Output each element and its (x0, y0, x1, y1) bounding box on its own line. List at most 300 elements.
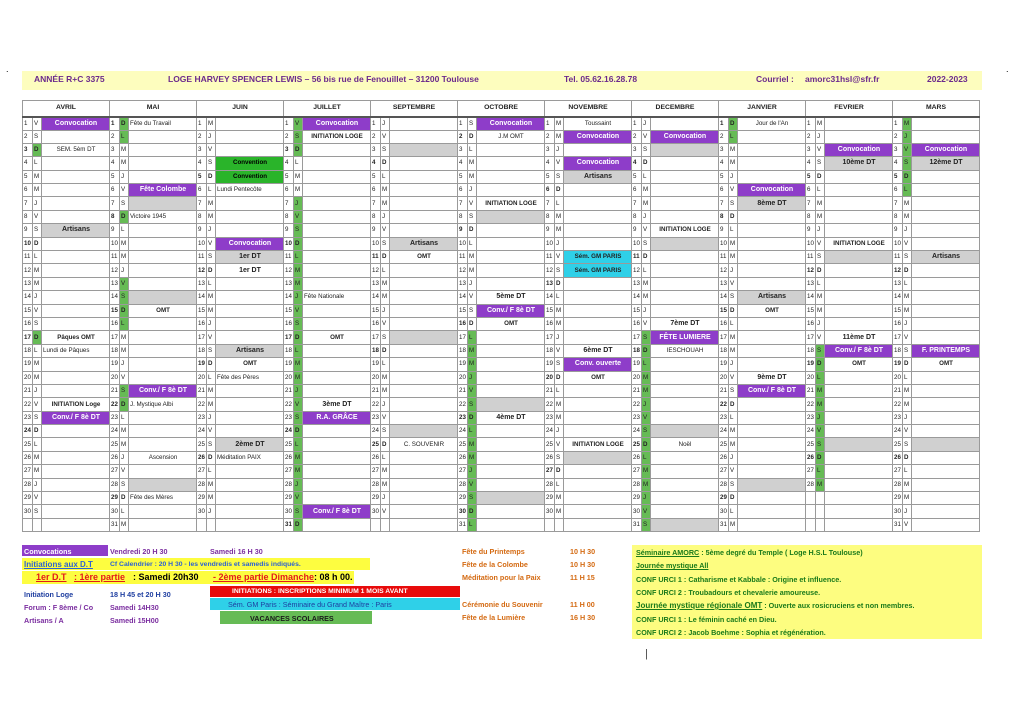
calendar-day-cell (912, 264, 980, 277)
legend-initiation-loge-time: 18 H 45 et 20 H 30 (110, 590, 171, 599)
day-weekday: L (903, 184, 912, 197)
legend-forum-time: Samedi 14H30 (110, 603, 159, 612)
calendar-event: IESCHOUAH (651, 344, 719, 357)
day-number: 11 (806, 251, 816, 264)
calendar-day-cell (390, 197, 458, 210)
day-number: 3 (893, 143, 903, 156)
month-header-mai: MAI (110, 101, 197, 117)
calendar-day-cell (738, 425, 806, 438)
day-weekday: J (555, 143, 564, 156)
calendar-day-cell (390, 291, 458, 304)
calendar-day-cell (564, 518, 632, 531)
calendar-day-cell (825, 210, 893, 223)
day-weekday: L (816, 184, 825, 197)
day-weekday: V (33, 117, 42, 131)
day-weekday: L (903, 465, 912, 478)
calendar-day-cell (738, 210, 806, 223)
day-number: 18 (110, 344, 120, 357)
calendar-day-cell (216, 398, 284, 411)
day-weekday: S (207, 251, 216, 264)
calendar-day-cell (42, 237, 110, 250)
day-weekday: V (33, 304, 42, 317)
day-weekday: S (207, 157, 216, 170)
day-number: 18 (371, 344, 381, 357)
calendar-day-cell (825, 291, 893, 304)
calendar-day-cell (42, 277, 110, 290)
email-address: amorc31hsl@sfr.fr (805, 74, 880, 84)
calendar-day-cell (651, 184, 719, 197)
calendar-day-cell (825, 371, 893, 384)
day-number: 23 (893, 411, 903, 424)
calendar-day-cell (390, 358, 458, 371)
calendar-row (23, 157, 980, 170)
calendar-day-cell (564, 277, 632, 290)
day-weekday: D (294, 237, 303, 250)
day-weekday: V (294, 304, 303, 317)
day-number: 17 (23, 331, 33, 344)
calendar-row (23, 438, 980, 451)
day-number: 2 (110, 130, 120, 143)
calendar-day-cell (42, 438, 110, 451)
calendar-day-cell (564, 224, 632, 237)
calendar-day-cell (912, 411, 980, 424)
calendar-day-cell (825, 411, 893, 424)
calendar-day-cell (738, 130, 806, 143)
calendar-day-cell (42, 170, 110, 183)
day-number: 10 (719, 237, 729, 250)
calendar-day-cell (912, 331, 980, 344)
calendar-day-cell (42, 264, 110, 277)
day-number: 25 (284, 438, 294, 451)
calendar-row (23, 304, 980, 317)
calendar-day-cell (303, 317, 371, 330)
calendar-day-cell (303, 438, 371, 451)
day-number: 29 (110, 492, 120, 505)
calendar-day-cell (129, 478, 197, 491)
day-weekday: M (816, 478, 825, 491)
calendar-row (23, 277, 980, 290)
day-weekday: J (816, 411, 825, 424)
day-number: 2 (806, 130, 816, 143)
calendar-event: Convocation (42, 117, 110, 131)
day-weekday: J (207, 505, 216, 518)
calendar-day-cell (216, 291, 284, 304)
day-weekday: S (555, 170, 564, 183)
calendar-day-cell (129, 317, 197, 330)
day-number: 22 (110, 398, 120, 411)
day-number: 14 (545, 291, 555, 304)
day-number: 1 (110, 117, 120, 131)
calendar-day-cell (129, 438, 197, 451)
calendar-day-cell (651, 451, 719, 464)
calendar-day-cell (129, 143, 197, 156)
calendar-row (23, 331, 980, 344)
calendar-event: 10ème DT (825, 157, 893, 170)
day-weekday: M (207, 117, 216, 131)
month-header-janvier: JANVIER (719, 101, 806, 117)
calendar-day-cell (129, 197, 197, 210)
calendar-day-cell (390, 492, 458, 505)
calendar-day-cell (390, 331, 458, 344)
calendar-day-cell (477, 384, 545, 397)
day-number: 27 (632, 465, 642, 478)
legend-right-text: : Troubadours et chevalerie amoureuse. (681, 588, 821, 597)
day-number: 30 (893, 505, 903, 518)
day-number: 27 (23, 465, 33, 478)
calendar-day-cell (825, 398, 893, 411)
calendar-day-cell (303, 197, 371, 210)
calendar-event: Artisans (216, 344, 284, 357)
calendar-row (23, 371, 980, 384)
calendar-day-cell (390, 465, 458, 478)
day-weekday: V (903, 237, 912, 250)
calendar-day-cell (129, 518, 197, 531)
day-number: 30 (545, 505, 555, 518)
calendar-day-cell (390, 518, 458, 531)
calendar-day-cell (216, 143, 284, 156)
day-weekday: M (555, 317, 564, 330)
day-weekday (381, 518, 390, 531)
calendar-day-cell (825, 451, 893, 464)
day-weekday: S (555, 451, 564, 464)
day-number: 5 (110, 170, 120, 183)
day-number: 7 (893, 197, 903, 210)
day-weekday: D (903, 451, 912, 464)
day-weekday: M (207, 492, 216, 505)
calendar-day-cell (912, 277, 980, 290)
day-number: 15 (632, 304, 642, 317)
day-number: 14 (806, 291, 816, 304)
day-weekday: M (120, 331, 129, 344)
day-number: 20 (545, 371, 555, 384)
day-weekday: M (903, 398, 912, 411)
day-weekday: M (207, 304, 216, 317)
calendar-day-cell (390, 411, 458, 424)
day-number: 19 (23, 358, 33, 371)
day-number: 28 (110, 478, 120, 491)
day-number: 22 (23, 398, 33, 411)
day-number: 5 (458, 170, 468, 183)
day-number: 8 (23, 210, 33, 223)
calendar-day-cell (477, 331, 545, 344)
calendar-row (23, 317, 980, 330)
email-label: Courriel : (756, 74, 794, 84)
day-number: 7 (23, 197, 33, 210)
day-number: 2 (545, 130, 555, 143)
calendar-row (23, 518, 980, 531)
calendar-event: Convocation (216, 237, 284, 250)
day-number: 10 (197, 237, 207, 250)
day-number: 28 (719, 478, 729, 491)
day-number: 5 (197, 170, 207, 183)
day-weekday: M (294, 451, 303, 464)
day-weekday: L (555, 197, 564, 210)
day-number: 9 (719, 224, 729, 237)
day-number: 2 (284, 130, 294, 143)
calendar-day-cell (42, 478, 110, 491)
legend-right-label: CONF URCI 2 (636, 628, 682, 637)
day-number: 9 (632, 224, 642, 237)
day-weekday: M (294, 277, 303, 290)
day-weekday: M (294, 264, 303, 277)
calendar-day-cell (390, 317, 458, 330)
day-number: 24 (110, 425, 120, 438)
day-number: 7 (806, 197, 816, 210)
day-weekday: J (729, 451, 738, 464)
calendar-day-cell (651, 371, 719, 384)
day-weekday: V (207, 143, 216, 156)
calendar-row (23, 384, 980, 397)
day-weekday: J (33, 291, 42, 304)
calendar-day-cell (477, 170, 545, 183)
day-weekday: J (120, 451, 129, 464)
day-weekday: J (903, 411, 912, 424)
day-weekday: M (207, 478, 216, 491)
calendar-day-cell (564, 210, 632, 223)
calendar-day-cell (564, 492, 632, 505)
calendar-day-cell (912, 184, 980, 197)
calendar-event: 4ème DT (477, 411, 545, 424)
calendar-day-cell (303, 157, 371, 170)
day-number: 21 (110, 384, 120, 397)
day-weekday: L (207, 184, 216, 197)
calendar-day-cell (564, 398, 632, 411)
day-weekday: S (729, 291, 738, 304)
day-weekday: V (555, 438, 564, 451)
day-weekday: L (207, 465, 216, 478)
calendar-row (23, 251, 980, 264)
tick-mark: | (645, 648, 648, 660)
day-number: 5 (632, 170, 642, 183)
day-number: 12 (806, 264, 816, 277)
day-number: 20 (23, 371, 33, 384)
calendar-day-cell (912, 518, 980, 531)
calendar-row (23, 358, 980, 371)
day-weekday: M (903, 478, 912, 491)
calendar-event: Artisans (912, 251, 980, 264)
day-weekday: L (120, 411, 129, 424)
day-weekday: S (120, 478, 129, 491)
day-number: 7 (632, 197, 642, 210)
day-number: 11 (197, 251, 207, 264)
day-number: 8 (806, 210, 816, 223)
day-number: 7 (371, 197, 381, 210)
day-weekday: S (642, 518, 651, 531)
day-number: 26 (23, 451, 33, 464)
day-weekday: J (120, 358, 129, 371)
day-number: 15 (545, 304, 555, 317)
day-number: 3 (23, 143, 33, 156)
day-weekday: L (120, 317, 129, 330)
calendar-row (23, 143, 980, 156)
day-number: 25 (806, 438, 816, 451)
day-number: 7 (545, 197, 555, 210)
calendar-day-cell (390, 224, 458, 237)
day-weekday: S (816, 157, 825, 170)
calendar-day-cell (477, 224, 545, 237)
month-header-septembre: SEPTEMBRE (371, 101, 458, 117)
day-number: 20 (110, 371, 120, 384)
calendar-day-cell (390, 371, 458, 384)
day-weekday: J (729, 358, 738, 371)
calendar-day-cell (390, 478, 458, 491)
legend-right-text: : Le féminin caché en Dieu. (681, 615, 777, 624)
day-weekday: S (468, 117, 477, 131)
day-number: 14 (284, 291, 294, 304)
day-weekday: M (294, 358, 303, 371)
day-weekday: M (903, 492, 912, 505)
day-number: 22 (806, 398, 816, 411)
calendar-event: Toussaint (564, 117, 632, 131)
day-number: 29 (284, 492, 294, 505)
calendar-event: Fête Colombe (129, 184, 197, 197)
calendar-day-cell (477, 237, 545, 250)
day-number: 28 (458, 478, 468, 491)
calendar-day-cell (303, 143, 371, 156)
day-number: 27 (545, 465, 555, 478)
day-weekday: L (468, 425, 477, 438)
day-weekday: V (381, 224, 390, 237)
legend-fete-name: Méditation pour la Paix (462, 573, 541, 582)
day-number: 12 (632, 264, 642, 277)
day-weekday: J (33, 197, 42, 210)
day-weekday: D (729, 117, 738, 131)
day-number: 1 (719, 117, 729, 131)
calendar-day-cell (651, 505, 719, 518)
day-weekday: M (903, 384, 912, 397)
calendar-event: 1er DT (216, 251, 284, 264)
legend-right-line (636, 548, 863, 557)
day-number: 3 (545, 143, 555, 156)
calendar-day-cell (912, 492, 980, 505)
day-weekday: M (903, 291, 912, 304)
calendar-event: Noël (651, 438, 719, 451)
legend-fete-name: Fête de la Lumière (462, 613, 526, 622)
calendar-day-cell (42, 197, 110, 210)
calendar-day-cell (129, 344, 197, 357)
calendar-day-cell (42, 425, 110, 438)
calendar-day-cell (825, 304, 893, 317)
calendar-event: Convocation (825, 143, 893, 156)
day-number: 10 (632, 237, 642, 250)
day-number: 23 (545, 411, 555, 424)
day-number: 19 (632, 358, 642, 371)
day-weekday: J (468, 371, 477, 384)
day-weekday: J (729, 264, 738, 277)
calendar-event: Convocation (738, 184, 806, 197)
calendar-day-cell (825, 170, 893, 183)
calendar-day-cell (42, 492, 110, 505)
day-number: 30 (110, 505, 120, 518)
day-weekday: D (120, 398, 129, 411)
calendar-event: Pâques OMT (42, 331, 110, 344)
day-number: 1 (806, 117, 816, 131)
calendar-day-cell (477, 143, 545, 156)
day-number: 26 (806, 451, 816, 464)
day-number: 15 (719, 304, 729, 317)
day-number: 28 (23, 478, 33, 491)
day-weekday: S (381, 237, 390, 250)
calendar-day-cell (390, 210, 458, 223)
day-number: 15 (806, 304, 816, 317)
day-number: 26 (545, 451, 555, 464)
day-weekday: M (120, 237, 129, 250)
day-weekday: M (816, 197, 825, 210)
day-weekday: L (294, 344, 303, 357)
day-weekday: V (729, 277, 738, 290)
legend-fete-name: Fête de la Colombe (462, 560, 528, 569)
day-number: 5 (893, 170, 903, 183)
day-number: 23 (110, 411, 120, 424)
calendar-day-cell (477, 518, 545, 531)
calendar-event: 3ème DT (303, 398, 371, 411)
day-weekday: V (642, 505, 651, 518)
day-number: 2 (893, 130, 903, 143)
day-weekday: V (555, 157, 564, 170)
calendar-day-cell (564, 197, 632, 210)
calendar-day-cell (216, 130, 284, 143)
day-number: 8 (545, 210, 555, 223)
day-number: 31 (632, 518, 642, 531)
calendar-day-cell (651, 291, 719, 304)
day-number: 19 (371, 358, 381, 371)
calendar-event: Sém. GM PARIS (564, 251, 632, 264)
day-number: 9 (371, 224, 381, 237)
day-weekday: L (33, 251, 42, 264)
day-number: 4 (23, 157, 33, 170)
day-weekday: S (642, 237, 651, 250)
calendar-day-cell (564, 291, 632, 304)
day-weekday: L (555, 478, 564, 491)
calendar-row (23, 451, 980, 464)
day-number: 19 (197, 358, 207, 371)
day-number: 1 (893, 117, 903, 131)
day-weekday: M (381, 197, 390, 210)
day-weekday: J (816, 130, 825, 143)
day-weekday: D (555, 184, 564, 197)
calendar-event: INITIATION LOGE (564, 438, 632, 451)
calendar-day-cell (216, 304, 284, 317)
day-weekday: J (294, 384, 303, 397)
day-weekday: J (903, 224, 912, 237)
day-number: 22 (893, 398, 903, 411)
calendar-day-cell (477, 344, 545, 357)
day-weekday: M (381, 277, 390, 290)
day-weekday: V (468, 291, 477, 304)
legend-right-label: Journée mystique All (636, 561, 709, 570)
day-number: 5 (806, 170, 816, 183)
day-number: 4 (806, 157, 816, 170)
calendar-day-cell (129, 411, 197, 424)
legend-initiations-notice: INITIATIONS : INSCRIPTIONS MINIMUM 1 MOIS AVANT (232, 588, 408, 595)
calendar-event: OMT (564, 371, 632, 384)
day-number: 12 (371, 264, 381, 277)
calendar-event: C. SOUVENIR (390, 438, 458, 451)
calendar-event: Conv./ F 8è DT (477, 304, 545, 317)
day-number: 3 (110, 143, 120, 156)
day-weekday: S (294, 130, 303, 143)
day-number: 15 (893, 304, 903, 317)
day-weekday: M (903, 210, 912, 223)
day-weekday: V (903, 331, 912, 344)
day-weekday: V (33, 210, 42, 223)
day-weekday: V (642, 130, 651, 143)
day-number: 20 (893, 371, 903, 384)
day-number: 18 (893, 344, 903, 357)
day-number: 5 (284, 170, 294, 183)
day-weekday: V (555, 344, 564, 357)
day-weekday: M (33, 277, 42, 290)
